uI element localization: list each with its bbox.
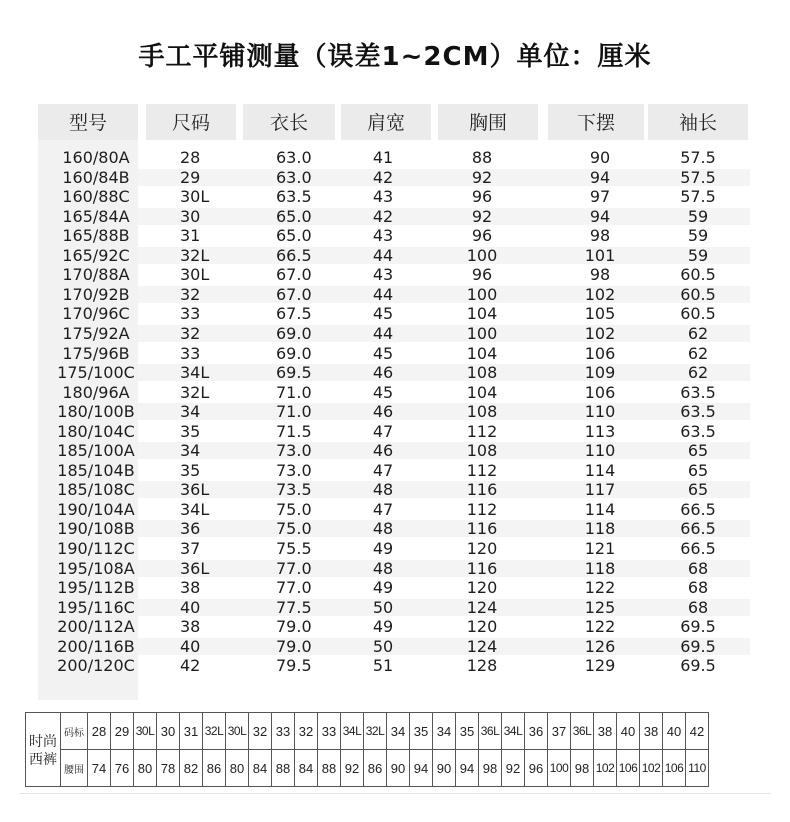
- table-cell: 195/112B: [57, 578, 135, 598]
- table-cell: 68: [687, 578, 709, 598]
- table-cell: 44: [372, 245, 394, 265]
- pants-waist-cell: 102: [640, 750, 663, 787]
- table-cell: 43: [372, 187, 394, 207]
- table-cell: 77.0: [276, 558, 312, 578]
- table-cell: 185/100A: [57, 441, 135, 461]
- table-cell: 175/100C: [57, 363, 135, 383]
- table-cell: 170/96C: [62, 304, 130, 324]
- table-cell: 120: [466, 539, 498, 558]
- table-cell: 47: [372, 421, 394, 441]
- table-cell: 98: [589, 226, 611, 246]
- pants-waist-cell: 96: [525, 750, 548, 787]
- table-cell: 79.0: [276, 617, 312, 637]
- table-cell: 112: [466, 460, 498, 480]
- table-cell: 108: [466, 363, 498, 383]
- table-cell: 77.5: [276, 597, 312, 617]
- table-cell: 50: [372, 636, 394, 656]
- table-cell: 37: [180, 539, 201, 558]
- table-cell: 60.5: [680, 304, 716, 324]
- pants-size-cell: 34: [433, 713, 456, 750]
- table-cell: 69.0: [276, 343, 312, 363]
- table-cell: 71.0: [276, 382, 312, 402]
- table-cell: 59: [687, 226, 709, 246]
- pants-size-cell: 40: [663, 713, 686, 750]
- pants-waist-cell: 106: [663, 750, 686, 787]
- table-cell: 59: [687, 206, 709, 226]
- table-cell: 38: [180, 617, 201, 637]
- table-cell: 60.5: [680, 265, 716, 285]
- table-cell: 49: [372, 617, 394, 637]
- table-cell: 125: [584, 597, 616, 617]
- table-cell: 63.0: [276, 148, 312, 167]
- table-cell: 110: [584, 402, 616, 422]
- table-cell: 104: [466, 304, 498, 324]
- table-cell: 121: [584, 539, 616, 558]
- table-cell: 116: [466, 480, 498, 500]
- table-cell: 104: [466, 343, 498, 363]
- table-cell: 67.5: [276, 304, 312, 324]
- table-cell: 71.0: [276, 402, 312, 422]
- table-cell: 88: [471, 148, 493, 167]
- pants-waist-cell: 90: [387, 750, 410, 787]
- table-cell: 68: [687, 597, 709, 617]
- column-header: 下摆: [548, 104, 644, 140]
- table-cell: 122: [584, 578, 616, 598]
- table-cell: 105: [584, 304, 616, 324]
- table-cell: 98: [589, 265, 611, 285]
- divider: [20, 793, 770, 794]
- table-cell: 160/84B: [62, 167, 130, 187]
- table-cell: 38: [180, 578, 201, 598]
- table-cell: 109: [584, 363, 616, 383]
- pants-size-cell: 31: [180, 713, 203, 750]
- pants-waist-cell: 76: [111, 750, 134, 787]
- table-cell: 96: [471, 187, 493, 207]
- pants-waist-cell: 92: [341, 750, 364, 787]
- table-cell: 47: [372, 460, 394, 480]
- pants-waist-cell: 86: [364, 750, 387, 787]
- table-cell: 63.5: [680, 421, 716, 441]
- page-title: 手工平铺测量（误差1~2CM）单位：厘米: [138, 42, 652, 72]
- pants-waist-cell: 84: [249, 750, 272, 787]
- table-cell: 73.0: [276, 460, 312, 480]
- table-cell: 75.5: [276, 539, 312, 558]
- pants-waist-cell: 88: [318, 750, 341, 787]
- table-cell: 66.5: [680, 519, 716, 539]
- table-cell: 200/120C: [57, 656, 135, 676]
- pants-size-cell: 42: [686, 713, 709, 750]
- table-cell: 200/112A: [57, 617, 135, 637]
- table-cell: 195/108A: [57, 558, 135, 578]
- table-cell: 45: [372, 343, 394, 363]
- table-cell: 160/80A: [62, 148, 130, 167]
- table-cell: 44: [372, 284, 394, 304]
- table-cell: 49: [372, 539, 394, 558]
- pants-waist-cell: 94: [456, 750, 479, 787]
- pants-waist-cell: 92: [502, 750, 525, 787]
- table-cell: 46: [372, 402, 394, 422]
- table-cell: 190/108B: [57, 519, 135, 539]
- table-cell: 92: [471, 206, 493, 226]
- table-cell: 94: [589, 167, 611, 187]
- table-cell: 75.0: [276, 519, 312, 539]
- pants-waist-cell: 94: [410, 750, 433, 787]
- pants-waist-cell: 100: [548, 750, 571, 787]
- pants-waist-cell: 74: [88, 750, 111, 787]
- table-cell: 69.0: [276, 323, 312, 343]
- table-cell: 32L: [180, 245, 210, 265]
- table-cell: 65: [687, 441, 709, 461]
- table-cell: 48: [372, 558, 394, 578]
- table-cell: 57.5: [680, 148, 716, 167]
- table-cell: 42: [180, 656, 201, 676]
- table-cell: 30L: [180, 265, 210, 285]
- table-cell: 108: [466, 402, 498, 422]
- table-cell: 170/88A: [62, 265, 130, 285]
- table-cell: 41: [372, 148, 394, 167]
- table-cell: 45: [372, 304, 394, 324]
- table-cell: 42: [372, 206, 394, 226]
- table-cell: 126: [584, 636, 616, 656]
- table-cell: 100: [466, 323, 498, 343]
- table-cell: 50: [372, 597, 394, 617]
- size-chart-table: [38, 104, 750, 700]
- table-cell: 110: [584, 441, 616, 461]
- table-cell: 32: [180, 323, 201, 343]
- table-cell: 92: [471, 167, 493, 187]
- table-cell: 32L: [180, 382, 210, 402]
- column-header: 衣长: [243, 104, 335, 140]
- table-cell: 102: [584, 323, 616, 343]
- table-cell: 165/84A: [62, 206, 130, 226]
- pants-size-cell: 30L: [226, 713, 249, 750]
- table-cell: 40: [180, 636, 201, 656]
- table-cell: 106: [584, 343, 616, 363]
- table-cell: 57.5: [680, 187, 716, 207]
- table-cell: 40: [180, 597, 201, 617]
- table-cell: 114: [584, 460, 616, 480]
- pants-size-cell: 29: [111, 713, 134, 750]
- table-cell: 34L: [180, 499, 210, 519]
- pants-size-cell: 28: [88, 713, 111, 750]
- table-cell: 190/112C: [57, 539, 135, 558]
- pants-size-cell: 34: [387, 713, 410, 750]
- size-label: 码标: [61, 713, 88, 750]
- table-cell: 185/104B: [57, 460, 135, 480]
- table-cell: 44: [372, 323, 394, 343]
- table-cell: 180/100B: [57, 402, 135, 422]
- table-cell: 175/96B: [62, 343, 130, 363]
- table-cell: 63.5: [680, 382, 716, 402]
- table-cell: 120: [466, 578, 498, 598]
- table-cell: 114: [584, 499, 616, 519]
- pants-size-cell: 32: [249, 713, 272, 750]
- table-cell: 118: [584, 558, 616, 578]
- table-cell: 34L: [180, 363, 210, 383]
- table-cell: 200/116B: [57, 636, 135, 656]
- table-cell: 49: [372, 578, 394, 598]
- table-cell: 185/108C: [57, 480, 135, 500]
- table-cell: 195/116C: [57, 597, 135, 617]
- table-cell: 129: [584, 656, 616, 676]
- table-cell: 33: [180, 343, 201, 363]
- pants-waist-row: [26, 750, 709, 787]
- pants-size-table: [25, 712, 709, 787]
- table-cell: 62: [687, 323, 709, 343]
- table-cell: 65.0: [276, 226, 312, 246]
- pants-waist-cell: 106: [617, 750, 640, 787]
- table-cell: 160/88C: [62, 187, 130, 207]
- table-cell: 112: [466, 499, 498, 519]
- table-cell: 101: [584, 245, 616, 265]
- table-cell: 116: [466, 558, 498, 578]
- table-cell: 48: [372, 480, 394, 500]
- column-header: 肩宽: [341, 104, 431, 140]
- pants-size-cell: 32L: [364, 713, 387, 750]
- table-cell: 69.5: [276, 363, 312, 383]
- table-cell: 36: [180, 519, 201, 539]
- table-cell: 79.5: [276, 656, 312, 676]
- pants-size-cell: 36L: [479, 713, 502, 750]
- pants-size-cell: 33: [318, 713, 341, 750]
- table-cell: 77.0: [276, 578, 312, 598]
- table-cell: 47: [372, 499, 394, 519]
- table-cell: 113: [584, 421, 616, 441]
- pants-size-cell: 35: [410, 713, 433, 750]
- table-cell: 96: [471, 226, 493, 246]
- table-cell: 73.0: [276, 441, 312, 461]
- table-cell: 29: [180, 167, 201, 187]
- table-cell: 117: [584, 480, 616, 500]
- pants-size-cell: 30L: [134, 713, 157, 750]
- pants-size-cell: 32: [295, 713, 318, 750]
- table-cell: 68: [687, 558, 709, 578]
- table-cell: 100: [466, 284, 498, 304]
- table-cell: 65: [687, 480, 709, 500]
- pants-size-cell: 36: [525, 713, 548, 750]
- pants-size-cell: 37: [548, 713, 571, 750]
- table-cell: 46: [372, 441, 394, 461]
- table-cell: 165/92C: [62, 245, 130, 265]
- table-cell: 30L: [180, 187, 210, 207]
- table-cell: 175/92A: [62, 323, 130, 343]
- pants-waist-cell: 84: [295, 750, 318, 787]
- pants-size-cell: 36L: [571, 713, 594, 750]
- table-cell: 43: [372, 265, 394, 285]
- table-cell: 112: [466, 421, 498, 441]
- table-cell: 59: [687, 245, 709, 265]
- table-cell: 28: [180, 148, 201, 167]
- table-cell: 62: [687, 343, 709, 363]
- table-cell: 63.5: [276, 187, 312, 207]
- column-header: 胸围: [438, 104, 538, 140]
- table-cell: 106: [584, 382, 616, 402]
- table-cell: 94: [589, 206, 611, 226]
- pants-size-cell: 34L: [341, 713, 364, 750]
- table-cell: 62: [687, 363, 709, 383]
- table-cell: 65.0: [276, 206, 312, 226]
- table-cell: 35: [180, 460, 201, 480]
- table-cell: 30: [180, 206, 201, 226]
- table-cell: 100: [466, 245, 498, 265]
- table-cell: 45: [372, 382, 394, 402]
- table-cell: 90: [589, 148, 611, 167]
- table-cell: 118: [584, 519, 616, 539]
- pants-size-cell: 38: [594, 713, 617, 750]
- pants-size-cell: 34L: [502, 713, 525, 750]
- pants-waist-cell: 88: [272, 750, 295, 787]
- table-cell: 165/88B: [62, 226, 130, 246]
- table-cell: 66.5: [680, 499, 716, 519]
- pants-waist-cell: 80: [134, 750, 157, 787]
- pants-size-cell: 35: [456, 713, 479, 750]
- table-cell: 43: [372, 226, 394, 246]
- pants-size-cell: 38: [640, 713, 663, 750]
- table-cell: 65: [687, 460, 709, 480]
- table-cell: 102: [584, 284, 616, 304]
- pants-waist-cell: 98: [571, 750, 594, 787]
- pants-size-cell: 33: [272, 713, 295, 750]
- table-cell: 69.5: [680, 617, 716, 637]
- table-cell: 122: [584, 617, 616, 637]
- table-cell: 67.0: [276, 284, 312, 304]
- table-cell: 97: [589, 187, 611, 207]
- table-cell: 34: [180, 441, 201, 461]
- table-cell: 190/104A: [57, 499, 135, 519]
- table-cell: 35: [180, 421, 201, 441]
- table-cell: 67.0: [276, 265, 312, 285]
- pants-waist-cell: 80: [226, 750, 249, 787]
- column-header: 型号: [38, 104, 138, 140]
- table-cell: 36L: [180, 480, 210, 500]
- table-cell: 124: [466, 597, 498, 617]
- pants-size-cell: 32L: [203, 713, 226, 750]
- pants-waist-cell: 90: [433, 750, 456, 787]
- table-cell: 108: [466, 441, 498, 461]
- pants-size-cell: 30: [157, 713, 180, 750]
- table-cell: 180/104C: [57, 421, 135, 441]
- table-cell: 33: [180, 304, 201, 324]
- table-cell: 120: [466, 617, 498, 637]
- table-cell: 116: [466, 519, 498, 539]
- table-cell: 96: [471, 265, 493, 285]
- table-cell: 31: [180, 226, 201, 246]
- table-cell: 69.5: [680, 656, 716, 676]
- table-cell: 124: [466, 636, 498, 656]
- table-cell: 42: [372, 167, 394, 187]
- table-cell: 51: [372, 656, 394, 676]
- table-cell: 46: [372, 363, 394, 383]
- pants-waist-cell: 82: [180, 750, 203, 787]
- column-header: 袖长: [648, 104, 748, 140]
- table-cell: 66.5: [276, 245, 312, 265]
- table-cell: 180/96A: [62, 382, 130, 402]
- table-cell: 69.5: [680, 636, 716, 656]
- table-cell: 36L: [180, 558, 210, 578]
- table-cell: 48: [372, 519, 394, 539]
- pants-size-cell: 40: [617, 713, 640, 750]
- table-cell: 128: [466, 656, 498, 676]
- table-cell: 73.5: [276, 480, 312, 500]
- table-cell: 79.0: [276, 636, 312, 656]
- table-cell: 104: [466, 382, 498, 402]
- pants-waist-cell: 102: [594, 750, 617, 787]
- table-cell: 63.0: [276, 167, 312, 187]
- pants-label: 时尚西裤: [26, 713, 61, 787]
- table-cell: 170/92B: [62, 284, 130, 304]
- waist-label: 腰围: [61, 750, 88, 787]
- table-cell: 34: [180, 402, 201, 422]
- table-cell: 57.5: [680, 167, 716, 187]
- pants-size-row: [26, 713, 709, 750]
- pants-waist-cell: 78: [157, 750, 180, 787]
- table-cell: 60.5: [680, 284, 716, 304]
- pants-waist-cell: 98: [479, 750, 502, 787]
- pants-waist-cell: 110: [686, 750, 709, 787]
- table-cell: 63.5: [680, 402, 716, 422]
- pants-waist-cell: 86: [203, 750, 226, 787]
- column-header: 尺码: [146, 104, 236, 140]
- table-cell: 66.5: [680, 539, 716, 558]
- table-cell: 75.0: [276, 499, 312, 519]
- table-cell: 32: [180, 284, 201, 304]
- table-cell: 71.5: [276, 421, 312, 441]
